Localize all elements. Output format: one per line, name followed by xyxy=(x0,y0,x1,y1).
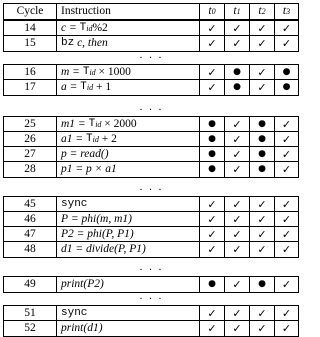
dot-icon: ● xyxy=(249,162,274,177)
cycle-cell: 49 xyxy=(24,277,36,290)
check-icon: ✓ xyxy=(224,21,249,36)
instruction-cell: c = T id %2 xyxy=(56,21,199,36)
ellipsis: . . . xyxy=(139,261,164,273)
dot-icon: ● xyxy=(199,147,224,162)
cycle-cell: 48 xyxy=(24,242,36,255)
cycle-cell: 28 xyxy=(24,162,36,175)
check-icon: ✓ xyxy=(199,212,224,227)
check-icon: ✓ xyxy=(249,227,274,242)
table-row xyxy=(4,241,298,257)
header-t1: t 1 xyxy=(224,4,249,19)
check-icon: ✓ xyxy=(274,132,298,147)
check-icon: ✓ xyxy=(249,197,274,212)
ellipsis: . . . xyxy=(139,181,164,193)
check-icon: ✓ xyxy=(224,197,249,212)
table-row xyxy=(4,131,298,147)
cycle-cell: 46 xyxy=(24,212,36,225)
instruction-cell: m = T id × 1000 xyxy=(56,65,199,80)
check-icon: ✓ xyxy=(249,242,274,257)
table-row xyxy=(4,197,298,212)
check-icon: ✓ xyxy=(249,212,274,227)
instruction-cell: p1 = p × a1 xyxy=(56,162,199,177)
table-row xyxy=(4,65,298,80)
table-row xyxy=(4,146,298,162)
dot-icon: ● xyxy=(199,277,224,292)
header-instruction: Instruction xyxy=(56,4,199,19)
dot-icon: ● xyxy=(249,277,274,292)
check-icon: ✓ xyxy=(199,65,224,80)
cycle-cell: 51 xyxy=(24,306,36,319)
check-icon: ✓ xyxy=(274,321,298,336)
check-icon: ✓ xyxy=(249,80,274,95)
check-icon: ✓ xyxy=(274,36,298,51)
check-icon: ✓ xyxy=(224,36,249,51)
instruction-cell: P2 = phi(P, P1) xyxy=(56,227,199,242)
header-t0: t 0 xyxy=(199,4,224,19)
row-group xyxy=(3,196,299,258)
header-cycle: Cycle xyxy=(16,4,44,17)
check-icon: ✓ xyxy=(274,212,298,227)
check-icon: ✓ xyxy=(224,321,249,336)
check-icon: ✓ xyxy=(249,321,274,336)
instruction-cell: P = phi(m, m1) xyxy=(56,212,199,227)
row-group xyxy=(3,305,299,337)
ellipsis: . . . xyxy=(139,101,164,113)
instruction-cell: m1 = T id × 2000 xyxy=(56,117,199,132)
check-icon: ✓ xyxy=(249,21,274,36)
check-icon: ✓ xyxy=(224,162,249,177)
instruction-cell: bz c, then xyxy=(56,36,199,51)
check-icon: ✓ xyxy=(199,36,224,51)
cycle-cell: 14 xyxy=(24,21,36,34)
instruction-cell: a1 = T id + 2 xyxy=(56,132,199,147)
check-icon: ✓ xyxy=(274,21,298,36)
table-row xyxy=(4,21,298,36)
check-icon: ✓ xyxy=(224,242,249,257)
instruction-cell: sync xyxy=(56,197,199,212)
check-icon: ✓ xyxy=(249,65,274,80)
check-icon: ✓ xyxy=(274,197,298,212)
cycle-cell: 16 xyxy=(24,65,36,78)
header-t3: t 3 xyxy=(274,4,298,19)
table-row xyxy=(4,306,298,321)
ellipsis: . . . xyxy=(139,49,164,61)
dot-icon: ● xyxy=(274,65,298,80)
instruction-cell: a = T id + 1 xyxy=(56,80,199,95)
check-icon: ✓ xyxy=(199,321,224,336)
table-row xyxy=(4,226,298,242)
check-icon: ✓ xyxy=(199,21,224,36)
instruction-cell: print(P2) xyxy=(56,277,199,292)
dot-icon: ● xyxy=(274,80,298,95)
instruction-cell: print(d1) xyxy=(56,321,199,336)
table-header xyxy=(3,3,299,20)
check-icon: ✓ xyxy=(224,277,249,292)
check-icon: ✓ xyxy=(249,36,274,51)
check-icon: ✓ xyxy=(274,162,298,177)
check-icon: ✓ xyxy=(274,227,298,242)
check-icon: ✓ xyxy=(274,147,298,162)
dot-icon: ● xyxy=(224,65,249,80)
dot-icon: ● xyxy=(199,132,224,147)
dot-icon: ● xyxy=(224,80,249,95)
check-icon: ✓ xyxy=(224,227,249,242)
instruction-cell: sync xyxy=(56,306,199,321)
check-icon: ✓ xyxy=(224,212,249,227)
row-group xyxy=(3,20,299,52)
table-row xyxy=(4,79,298,95)
check-icon: ✓ xyxy=(199,197,224,212)
cycle-cell: 47 xyxy=(24,227,36,240)
check-icon: ✓ xyxy=(199,242,224,257)
cycle-cell: 25 xyxy=(24,117,36,130)
cycle-cell: 26 xyxy=(24,132,36,145)
cycle-cell: 52 xyxy=(24,321,36,334)
row-group xyxy=(3,116,299,178)
dot-icon: ● xyxy=(249,132,274,147)
check-icon: ✓ xyxy=(249,306,274,321)
check-icon: ✓ xyxy=(274,277,298,292)
check-icon: ✓ xyxy=(274,117,298,132)
instruction-cell: p = read() xyxy=(56,147,199,162)
table-row xyxy=(4,211,298,227)
check-icon: ✓ xyxy=(224,132,249,147)
table-row xyxy=(4,161,298,177)
row-group xyxy=(3,64,299,96)
ellipsis: . . . xyxy=(139,290,164,302)
cycle-cell: 17 xyxy=(24,80,36,93)
cycle-cell: 27 xyxy=(24,147,36,160)
check-icon: ✓ xyxy=(224,306,249,321)
check-icon: ✓ xyxy=(224,147,249,162)
check-icon: ✓ xyxy=(274,306,298,321)
check-icon: ✓ xyxy=(199,306,224,321)
check-icon: ✓ xyxy=(199,80,224,95)
header-t2: t 2 xyxy=(249,4,274,19)
dot-icon: ● xyxy=(249,117,274,132)
check-icon: ✓ xyxy=(274,242,298,257)
dot-icon: ● xyxy=(249,147,274,162)
check-icon: ✓ xyxy=(199,227,224,242)
check-icon: ✓ xyxy=(224,117,249,132)
cycle-cell: 45 xyxy=(24,197,36,210)
table-row xyxy=(4,117,298,132)
instruction-cell: d1 = divide(P, P1) xyxy=(56,242,199,257)
dot-icon: ● xyxy=(199,117,224,132)
dot-icon: ● xyxy=(199,162,224,177)
cycle-cell: 15 xyxy=(24,36,36,49)
